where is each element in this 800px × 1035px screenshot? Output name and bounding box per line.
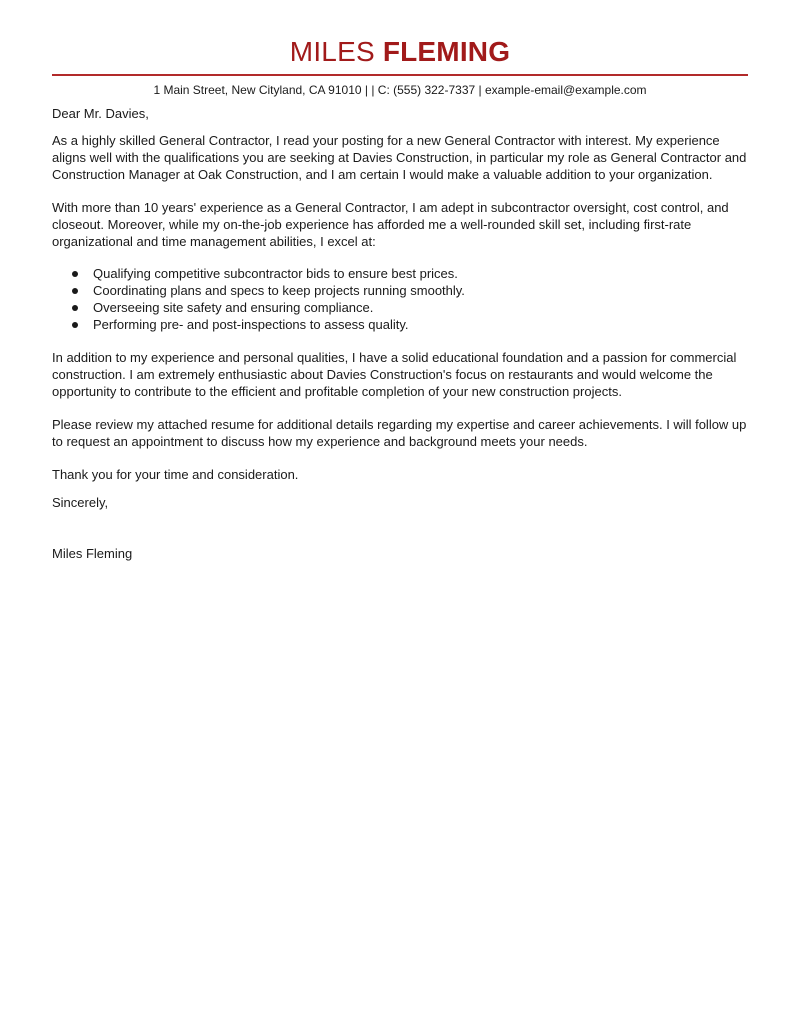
bullet-icon — [72, 322, 78, 328]
signature-name: Miles Fleming — [52, 546, 133, 561]
paragraph-follow-up: Please review my attached resume for additional details regarding my expertise and career achievements. I will follow up to request an appointment to discuss how my experience and background meets your needs. — [52, 417, 747, 449]
list-item — [52, 282, 748, 299]
paragraph-experience: With more than 10 years' experience as a General Contractor, I am adept in subcontractor oversight, cost control, and closeout. Moreover, while my on-the-job experience has afforded me a well-rounded skill set, including first-rate organizational and time management abilities, I excel at: — [52, 200, 729, 249]
paragraph-intro: As a highly skilled General Contractor, I read your posting for a new General Contractor with interest. My experience aligns well with the qualifications you are seeking at Davies Construction, in particular my role as General Contractor and Construction Manager at Oak Construction, and I am certain I would make a valuable addition to your organization. — [52, 133, 747, 182]
list-item — [52, 299, 748, 316]
letter-body — [52, 105, 748, 562]
bullet-icon — [72, 305, 78, 311]
list-item-text: Qualifying competitive subcontractor bids to ensure best prices. — [93, 266, 458, 281]
list-item — [52, 316, 748, 333]
applicant-name — [52, 0, 748, 68]
skills-list — [52, 265, 748, 333]
paragraph-education: In addition to my experience and personal qualities, I have a solid educational foundation and a passion for commercial construction. I am extremely enthusiastic about Davies Construction's focus on restaurants and would welcome the opportunity to contribute to the efficient and profitable completion of your new construction projects. — [52, 350, 737, 399]
list-item-text: Performing pre- and post-inspections to assess quality. — [93, 317, 409, 332]
thanks-line: Thank you for your time and consideration. — [52, 467, 299, 482]
last-name: FLEMING — [382, 36, 511, 67]
list-item-text: Coordinating plans and specs to keep projects running smoothly. — [93, 283, 465, 298]
salutation: Dear Mr. Davies, — [52, 106, 149, 121]
closing: Sincerely, — [52, 495, 109, 510]
list-item — [52, 265, 748, 282]
header-divider — [52, 74, 748, 76]
bullet-icon — [72, 271, 78, 277]
first-name: MILES — [289, 36, 375, 67]
contact-line: 1 Main Street, New Cityland, CA 91010 | | C: (555) 322-7337 | example-email@example.com — [153, 83, 647, 97]
list-item-text: Overseeing site safety and ensuring compliance. — [93, 300, 374, 315]
bullet-icon — [72, 288, 78, 294]
